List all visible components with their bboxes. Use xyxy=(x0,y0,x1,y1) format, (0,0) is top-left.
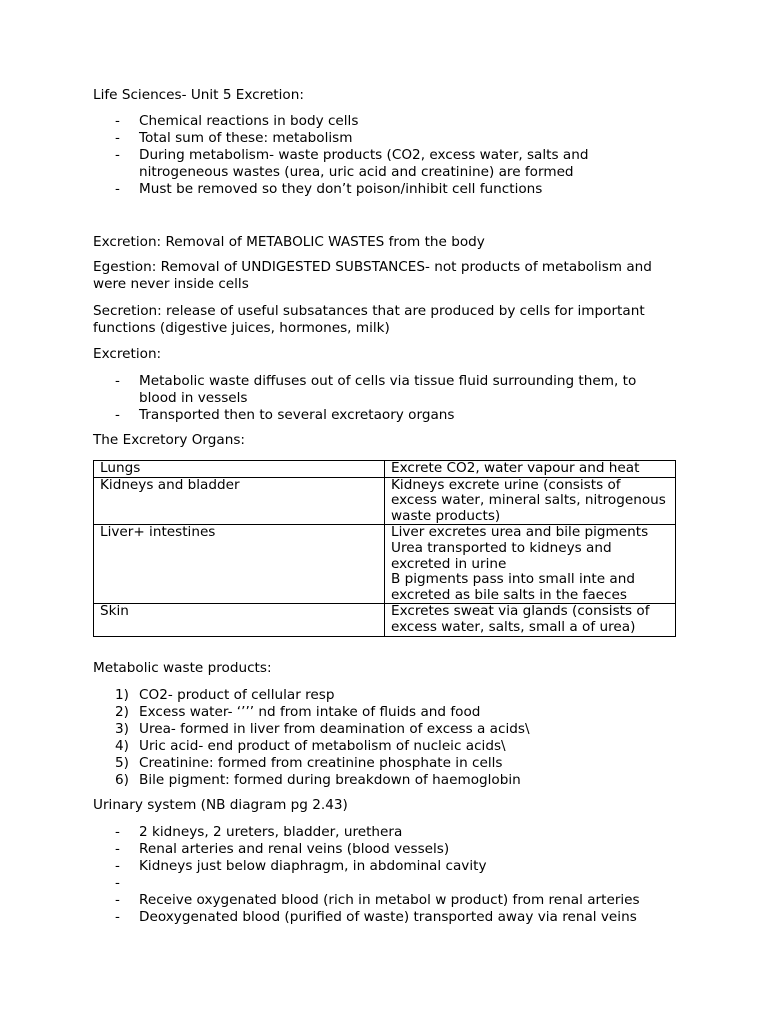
list-item: 5) Creatinine: formed from creatinine phosphate in cells xyxy=(115,754,503,771)
list-item: 4) Uric acid- end product of metabolism of nucleic acids\ xyxy=(115,737,506,754)
definition-excretion: Excretion: Removal of METABOLIC WASTES from the body xyxy=(93,234,485,250)
list-item: - During metabolism- waste products (CO2, excess water, salts and nitrogeneous wastes (urea, uric acid and creatinine) are formed xyxy=(115,146,589,180)
list-item: 2) Excess water- ‘’’’ nd from intake of fluids and food xyxy=(115,703,481,720)
list-item: - Total sum of these: metabolism xyxy=(115,129,353,146)
table-row xyxy=(94,604,676,636)
definition-secretion: Secretion: release of useful subsatances that are produced by cells for important functions (digestive juices, hormones, milk) xyxy=(93,303,645,336)
table-row xyxy=(94,461,676,478)
list-item: - Deoxygenated blood (purified of waste) transported away via renal veins xyxy=(115,908,637,925)
waste-heading: Metabolic waste products: xyxy=(93,660,272,676)
list-item: - Renal arteries and renal veins (blood vessels) xyxy=(115,840,450,857)
excretion-list xyxy=(93,373,683,424)
list-item: - Must be removed so they don’t poison/inhibit cell functions xyxy=(115,180,543,197)
function-cell: Kidneys excrete urine (consists of excess water, mineral salts, nitrogenous waste products) xyxy=(385,477,676,525)
page-title: Life Sciences- Unit 5 Excretion: xyxy=(93,87,304,103)
intro-list xyxy=(93,113,683,198)
definition-egestion: Egestion: Removal of UNDIGESTED SUBSTANCES- not products of metabolism and were never inside cells xyxy=(93,259,652,292)
excretion-heading: Excretion: xyxy=(93,346,162,362)
urinary-list xyxy=(93,824,683,925)
organ-cell: Liver+ intestines xyxy=(94,525,385,604)
list-item: 6) Bile pigment: formed during breakdown of haemoglobin xyxy=(115,771,521,788)
waste-list xyxy=(93,687,683,788)
excretory-organs-table xyxy=(93,460,676,637)
table-row xyxy=(94,525,676,604)
list-item: 3) Urea- formed in liver from deamination of excess a acids\ xyxy=(115,720,530,737)
list-item: - Kidneys just below diaphragm, in abdominal cavity xyxy=(115,857,487,874)
list-item: - Chemical reactions in body cells xyxy=(115,113,359,129)
organ-cell: Skin xyxy=(94,604,385,636)
list-item: - Receive oxygenated blood (rich in metabol w product) from renal arteries xyxy=(115,891,640,908)
list-item: - Metabolic waste diffuses out of cells via tissue fluid surrounding them, to blood in vessels xyxy=(115,373,637,406)
list-item: - Transported then to several excretaory organs xyxy=(115,406,455,423)
function-cell: Excretes sweat via glands (consists of excess water, salts, small a of urea) xyxy=(385,604,676,636)
function-cell: Liver excretes urea and bile pigments Urea transported to kidneys and excreted in urine B pigments pass into small inte and excreted as bile salts in the faeces xyxy=(385,525,676,604)
list-item: - 2 kidneys, 2 ureters, bladder, urethera xyxy=(115,824,403,840)
urinary-heading: Urinary system (NB diagram pg 2.43) xyxy=(93,797,348,813)
organs-heading: The Excretory Organs: xyxy=(93,432,246,448)
list-item: - xyxy=(115,874,120,891)
organ-cell: Lungs xyxy=(94,461,385,478)
table-row xyxy=(94,477,676,525)
list-item: 1) CO2- product of cellular resp xyxy=(115,687,335,703)
organ-cell: Kidneys and bladder xyxy=(94,477,385,525)
function-cell: Excrete CO2, water vapour and heat xyxy=(385,461,676,478)
